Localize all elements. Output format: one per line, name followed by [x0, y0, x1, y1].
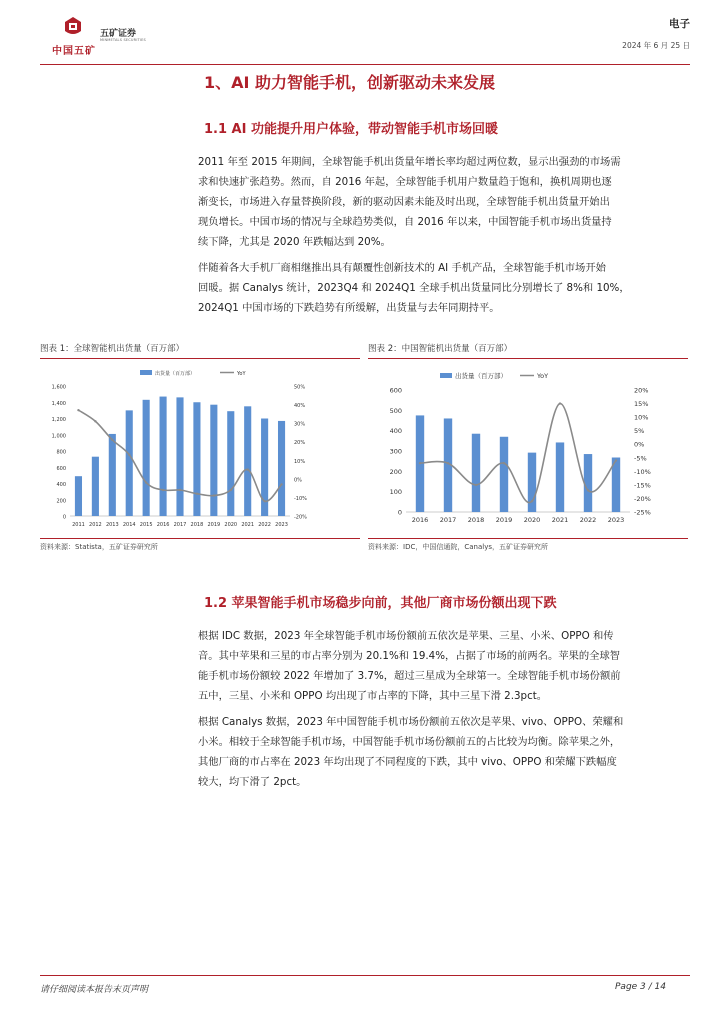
figure-2-chart: [368, 364, 688, 536]
section-1-1-title: 1.1 AI 功能提升用户体验，带动智能手机市场回暖: [204, 122, 498, 137]
yoy-point: [263, 500, 265, 502]
text-line: 能手机市场份额较 2022 年增加了 3.7%，超过三星成为全球第一。全球智能手机市场份额前: [198, 670, 621, 682]
text-line: 根据 Canalys 数据，2023 年中国智能手机市场份额前五依次是苹果、vivo、OPPO、荣耀和: [198, 716, 624, 728]
text-line: 其他厂商的市占率在 2023 年均出现了不同程度的下跌，其中 vivo、OPPO 和荣耀下跌幅度: [198, 756, 617, 768]
text-line: 小米。相较于全球智能手机市场，中国智能手机市场份额前五的占比较为均衡。除苹果之外，: [198, 736, 621, 748]
y-left-tick-label: 600: [389, 386, 402, 395]
yoy-point: [447, 462, 449, 464]
y-left-tick-label: 0: [397, 508, 402, 517]
y-right-tick-label: 20%: [294, 440, 306, 447]
y-left-tick-label: 400: [56, 482, 66, 488]
footer-divider: [40, 975, 690, 976]
logo-brand-text: 五矿证券: [100, 29, 137, 39]
y-left-tick-label: 1,200: [51, 417, 66, 423]
x-tick-label: 2017: [173, 522, 187, 528]
yoy-point: [475, 484, 477, 486]
y-right-tick-label: 10%: [634, 413, 649, 422]
text-line: 根据 IDC 数据，2023 年全球智能手机市场份额前五依次是苹果、三星、小米、OPPO 和传: [198, 630, 614, 642]
yoy-point: [213, 494, 215, 496]
text-line: 较大，均下滑了 2pct。: [198, 776, 307, 788]
figure-1-source: 资料来源：Statista，五矿证券研究所: [40, 538, 360, 552]
x-tick-label: 2017: [439, 516, 457, 524]
y-left-tick-label: 400: [389, 427, 402, 436]
yoy-point: [111, 439, 113, 441]
x-tick-label: 2021: [551, 516, 569, 524]
x-tick-label: 2016: [156, 522, 170, 528]
x-tick-label: 2015: [139, 522, 153, 528]
legend-bar-label: 出货量（百万部）: [455, 372, 507, 380]
text-line: 2011 年至 2015 年期间，全球智能手机出货量年增长率均超过两位数，显示出强劲的市场需: [198, 156, 621, 168]
y-right-tick-label: 40%: [294, 403, 306, 410]
x-tick-label: 2023: [275, 522, 288, 528]
yoy-point: [179, 489, 181, 491]
figure-1-chart: [40, 364, 360, 536]
section-1-1-paragraph-1: [198, 152, 684, 252]
figure-1-title: 图表 1：全球智能机出货量（百万部）: [40, 342, 360, 359]
y-right-tick-label: -15%: [634, 481, 651, 490]
y-right-tick-label: 50%: [294, 384, 306, 391]
y-right-tick-label: -20%: [634, 494, 651, 503]
y-left-tick-label: 1,400: [51, 400, 66, 407]
minmetals-logo-icon: [62, 16, 84, 38]
yoy-point: [196, 493, 198, 495]
bar-shipment: [472, 434, 480, 512]
y-right-tick-label: -5%: [634, 454, 647, 463]
y-right-tick-label: 0%: [294, 477, 302, 484]
yoy-point: [77, 409, 79, 411]
bar-shipment: [143, 400, 150, 516]
bar-shipment: [227, 411, 234, 516]
text-line: 回暖。据 Canalys 统计，2023Q4 和 2024Q1 全球手机出货量同比分别增长了 8%和 10%，: [198, 282, 630, 294]
text-line: 渐变长，市场进入存量替换阶段，新的驱动因素未能及时出现，全球智能手机出货量开始出: [198, 196, 610, 208]
bar-shipment: [244, 406, 251, 516]
y-left-tick-label: 300: [389, 447, 402, 456]
page-header: [40, 14, 690, 60]
legend-bar-label: 出货量（百万部）: [155, 371, 196, 377]
section-1-title: 1、AI 助力智能手机，创新驱动未来发展: [204, 73, 496, 92]
logo-en-text: MINMETALS SECURITIES: [100, 38, 146, 42]
bar-shipment: [176, 397, 183, 516]
y-left-tick-label: 200: [56, 498, 66, 505]
x-tick-label: 2019: [495, 516, 513, 524]
logo-cn-text: 中国五矿: [52, 46, 96, 57]
report-sector: 电子: [669, 18, 690, 30]
bar-shipment: [193, 402, 200, 516]
y-right-tick-label: -10%: [634, 467, 651, 476]
section-1-2-paragraph-1: [198, 626, 684, 706]
legend-line-label: YoY: [537, 372, 549, 380]
text-line: 音。其中苹果和三星的市占率分别为 20.1%和 19.4%，占据了市场的前两名。苹果的全球智: [198, 650, 621, 662]
x-tick-label: 2019: [207, 522, 221, 528]
x-tick-label: 2022: [579, 516, 597, 524]
bar-shipment: [556, 442, 564, 512]
yoy-point: [615, 459, 617, 461]
x-tick-label: 2020: [523, 516, 541, 524]
y-right-tick-label: -25%: [634, 508, 651, 517]
bar-shipment: [126, 410, 133, 516]
report-date: 2024 年 6 月 25 日: [622, 41, 690, 50]
company-logo: [48, 14, 158, 58]
bar-shipment: [92, 457, 99, 516]
y-right-tick-label: 10%: [294, 458, 306, 465]
x-tick-label: 2020: [224, 522, 238, 528]
x-tick-label: 2013: [105, 522, 119, 528]
legend-line-label: YoY: [237, 371, 246, 377]
x-tick-label: 2023: [607, 516, 625, 524]
legend-bar-swatch: [440, 373, 452, 378]
y-left-tick-label: 100: [389, 488, 402, 497]
yoy-point: [531, 500, 533, 502]
text-line: 伴随着各大手机厂商相继推出具有颠覆性创新技术的 AI 手机产品，全球智能手机市场开始: [198, 262, 606, 274]
y-left-tick-label: 600: [56, 465, 66, 472]
yoy-point: [128, 454, 130, 456]
text-line: 求和快速扩张趋势。然而，自 2016 年起，全球智能手机用户数量趋于饱和，换机周期也逐: [198, 176, 612, 188]
section-1-2-title: 1.2 苹果智能手机市场稳步向前，其他厂商市场份额出现下跌: [204, 596, 557, 611]
x-tick-label: 2021: [241, 522, 255, 528]
bar-shipment: [75, 476, 82, 516]
y-right-tick-label: -10%: [294, 495, 307, 502]
yoy-point: [419, 462, 421, 464]
figure-2: [368, 342, 688, 551]
x-tick-label: 2022: [258, 522, 271, 528]
x-tick-label: 2016: [411, 516, 429, 524]
figure-1: [40, 342, 360, 551]
yoy-point: [145, 481, 147, 483]
text-line: 2024Q1 中国市场的下跌趋势有所缓解，出货量与去年同期持平。: [198, 302, 500, 314]
y-right-tick-label: 0%: [634, 440, 645, 449]
yoy-point: [246, 468, 248, 470]
y-left-tick-label: 200: [389, 467, 402, 476]
figure-2-source: 资料来源：IDC，中国信通院，Canalys，五矿证券研究所: [368, 538, 688, 552]
y-left-tick-label: 500: [389, 406, 402, 415]
bar-shipment: [109, 434, 116, 516]
y-right-tick-label: 5%: [634, 427, 645, 436]
bar-shipment: [160, 397, 167, 516]
legend-bar-swatch: [140, 370, 152, 375]
y-right-tick-label: 15%: [634, 400, 649, 409]
text-line: 续下降，尤其是 2020 年跌幅达到 20%。: [198, 236, 391, 248]
yoy-point: [503, 462, 505, 464]
section-1-1-paragraph-2: [198, 258, 684, 318]
y-right-tick-label: 30%: [294, 421, 306, 428]
x-tick-label: 2011: [72, 522, 85, 528]
yoy-point: [280, 483, 282, 485]
y-left-tick-label: 1,000: [51, 433, 66, 440]
yoy-point: [94, 420, 96, 422]
section-1-2-paragraph-2: [198, 712, 684, 792]
y-left-tick-label: 0: [62, 514, 66, 521]
footer-disclaimer: 请仔细阅读本报告末页声明: [40, 985, 149, 995]
yoy-point: [559, 402, 561, 404]
figure-2-title: 图表 2：中国智能机出货量（百万部）: [368, 342, 688, 359]
page-number: Page 3 / 14: [615, 982, 666, 992]
y-right-tick-label: 20%: [634, 386, 649, 395]
yoy-point: [587, 489, 589, 491]
y-left-tick-label: 1,600: [51, 384, 66, 391]
yoy-point: [230, 489, 232, 491]
x-tick-label: 2014: [122, 522, 136, 528]
header-divider: [40, 64, 690, 65]
text-line: 现负增长。中国市场的情况与全球趋势类似，自 2016 年以来，中国智能手机市场出货量持: [198, 216, 612, 228]
y-left-tick-label: 800: [56, 449, 66, 456]
bar-shipment: [500, 437, 508, 512]
x-tick-label: 2018: [467, 516, 485, 524]
x-tick-label: 2018: [190, 522, 204, 528]
text-line: 五中，三星、小米和 OPPO 均出现了市占率的下降，其中三星下滑 2.3pct。: [198, 690, 548, 702]
yoy-point: [162, 489, 164, 491]
y-right-tick-label: -20%: [294, 514, 307, 521]
x-tick-label: 2012: [89, 522, 102, 528]
bar-shipment: [210, 405, 217, 516]
bar-shipment: [278, 421, 285, 516]
